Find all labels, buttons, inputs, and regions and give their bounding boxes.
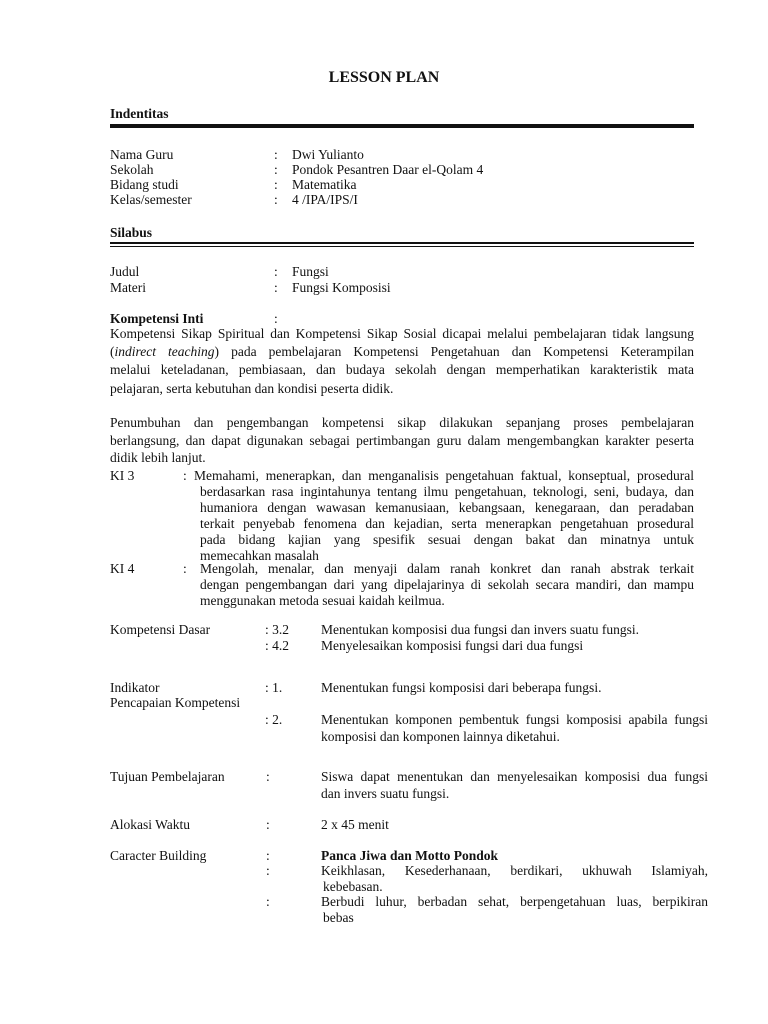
- ki4-line: dengan pengembangan dari yang dipelajarinya di sekolah secara mandiri, dan mampu: [200, 577, 694, 592]
- row-label: Materi: [110, 280, 146, 295]
- line-rest: ) pada pembelajaran Kompetensi Pengetahuan dan Kompetensi Keterampilan: [214, 344, 694, 359]
- indikator-number: : 2.: [265, 712, 283, 727]
- ki3-text: Memahami, menerapkan, dan menganalisis pengetahuan faktual, konseptual, prosedural: [194, 468, 694, 483]
- row-value: 4 /IPA/IPS/I: [292, 192, 358, 207]
- alokasi-value: 2 x 45 menit: [321, 817, 389, 832]
- indikator-text: Menentukan fungsi komposisi dari beberapa fungsi.: [321, 680, 602, 695]
- ki3-first-line: [194, 468, 694, 484]
- row-label: Bidang studi: [110, 177, 179, 192]
- kompetensi-inti-heading: Kompetensi Inti: [110, 311, 204, 326]
- row-value: Pondok Pesantren Daar el-Qolam 4: [292, 162, 484, 177]
- alokasi-label: Alokasi Waktu: [110, 817, 191, 832]
- ki4-colon: :: [183, 561, 187, 576]
- indikator-number: : 1.: [265, 680, 283, 695]
- ki3-line: memecahkan masalah: [200, 548, 319, 563]
- kd-text: Menentukan komposisi dua fungsi dan invers suatu fungsi.: [321, 622, 639, 637]
- ki3-label: KI 3: [110, 468, 135, 483]
- kompetensi-inti-paragraph-1: [110, 326, 694, 397]
- indikator-text: [321, 712, 708, 745]
- kd-text: Menyelesaikan komposisi fungsi dari dua fungsi: [321, 638, 584, 653]
- caracter-heading: Panca Jiwa dan Motto Pondok: [321, 848, 499, 863]
- tujuan-label: Tujuan Pembelajaran: [110, 769, 225, 784]
- row-label: Kelas/semester: [110, 192, 192, 207]
- kompetensi-inti-paragraph-2: [110, 415, 694, 466]
- silabus-rule: [110, 242, 694, 247]
- kd-number: : 3.2: [265, 622, 290, 637]
- indikator-line: komposisi dan komponen lainnya diketahui.: [321, 729, 560, 744]
- kompetensi-dasar-label: Kompetensi Dasar: [110, 622, 211, 637]
- caracter-item: [321, 894, 708, 926]
- silabus-heading: Silabus: [110, 225, 153, 240]
- ki3-body: [200, 484, 694, 564]
- caracter-line: kebebasan.: [323, 879, 383, 894]
- indikator-label-2: Pencapaian Kompetensi: [110, 695, 241, 710]
- paragraph-line: didik lebih lanjut.: [110, 450, 206, 465]
- tujuan-line: Siswa dapat menentukan dan menyelesaikan komposisi dua fungsi: [321, 769, 708, 784]
- identitas-rule: [110, 124, 694, 128]
- row-label: Sekolah: [110, 162, 154, 177]
- paragraph-line: Kompetensi Sikap Spiritual dan Kompetensi Sikap Sosial dicapai melalui pembelajaran tidak langsung: [110, 326, 694, 341]
- ki3-line: humaniora dengan wawasan kemanusiaan, kebangsaan, kenegaraan, dan peradaban: [200, 500, 694, 515]
- ki4-line: menggunakan metoda sesuai kaidah keilmua.: [200, 593, 445, 608]
- row-colon: :: [274, 264, 278, 279]
- identitas-heading: Indentitas: [110, 106, 169, 121]
- paragraph-line: Penumbuhan dan pengembangan kompetensi sikap dilakukan sepanjang proses pembelajaran: [110, 415, 694, 430]
- paragraph-line: melalui keteladanan, pembiasaan, dan budaya sekolah dengan memperhatikan karakteristik mata: [110, 362, 694, 377]
- ki3-line: terkait penyebab fenomena dan kejadian, serta menerapkan pengetahuan prosedural: [200, 516, 694, 531]
- ki4-body: [200, 561, 694, 609]
- tujuan-text: [321, 769, 708, 802]
- row-label: Nama Guru: [110, 147, 174, 162]
- caracter-line: bebas: [323, 910, 354, 925]
- indikator-label: Indikator: [110, 680, 160, 695]
- row-value: Fungsi Komposisi: [292, 280, 391, 295]
- row-label: Judul: [110, 264, 140, 279]
- row-value: Fungsi: [292, 264, 329, 279]
- italic-term: indirect teaching: [114, 344, 215, 359]
- caracter-line: Berbudi luhur, berbadan sehat, berpengetahuan luas, berpikiran: [321, 894, 708, 909]
- ki3-line: pada bidang kajian yang spesifik sesuai dengan bakat dan minatnya untuk: [200, 532, 694, 547]
- caracter-colon: :: [266, 848, 270, 863]
- row-value: Matematika: [292, 177, 357, 192]
- caracter-colon: :: [266, 863, 270, 878]
- alokasi-colon: :: [266, 817, 270, 832]
- caracter-line: Keikhlasan, Kesederhanaan, berdikari, ukhuwah Islamiyah,: [321, 863, 708, 878]
- row-colon: :: [274, 280, 278, 295]
- caracter-label: Caracter Building: [110, 848, 207, 863]
- paragraph-line: pelajaran, serta kebutuhan dan kondisi peserta didik.: [110, 381, 394, 396]
- ki3-line: berdasarkan rasa ingintahunya tentang ilmu pengetahuan, teknologi, seni, budaya, dan: [200, 484, 694, 499]
- page-title: LESSON PLAN: [328, 69, 440, 86]
- open-paren: (: [110, 344, 115, 359]
- row-colon: :: [274, 177, 278, 192]
- caracter-item: [321, 863, 708, 895]
- row-colon: :: [274, 162, 278, 177]
- row-colon: :: [274, 192, 278, 207]
- ki4-line: Mengolah, menalar, dan menyaji dalam ranah konkret dan ranah abstrak terkait: [200, 561, 694, 576]
- ki4-label: KI 4: [110, 561, 135, 576]
- caracter-colon: :: [266, 894, 270, 909]
- tujuan-colon: :: [266, 769, 270, 784]
- paragraph-line: berlangsung, dan dapat digunakan sebagai pertimbangan guru dalam mengembangkan karakter peserta: [110, 433, 694, 448]
- paragraph-line: [110, 344, 694, 360]
- row-value: Dwi Yulianto: [292, 147, 364, 162]
- row-colon: :: [274, 311, 278, 326]
- ki3-colon: :: [183, 468, 187, 483]
- row-colon: :: [274, 147, 278, 162]
- indikator-line: Menentukan komponen pembentuk fungsi komposisi apabila fungsi: [321, 712, 708, 727]
- tujuan-line: dan invers suatu fungsi.: [321, 786, 450, 801]
- kd-number: : 4.2: [265, 638, 290, 653]
